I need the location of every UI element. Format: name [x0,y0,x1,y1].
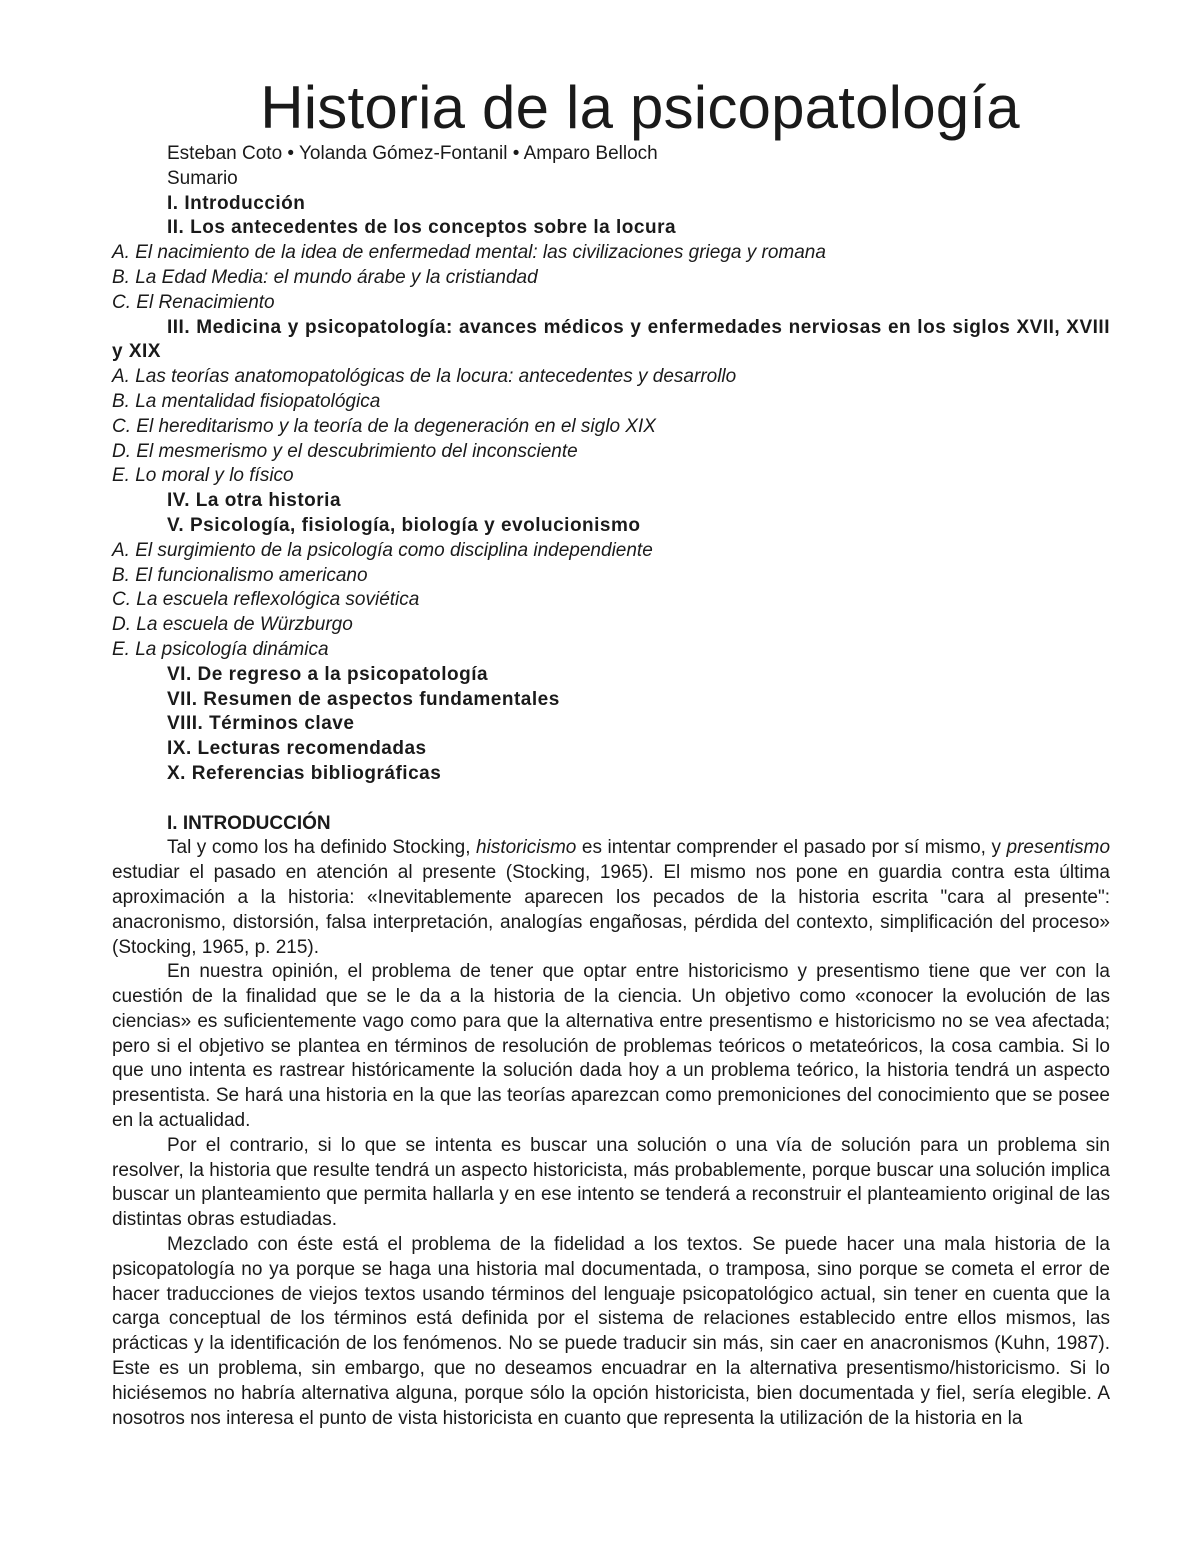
toc-subsection: A. Las teorías anatomopatológicas de la locura: antecedentes y desarrollo [112,366,737,388]
toc-section: II. Los antecedentes de los conceptos sobre la locura [167,217,677,239]
authors: Esteban Coto • Yolanda Gómez-Fontanil • Amparo Belloch [167,143,658,164]
toc-section: III. Medicina y psicopatología: avances médicos y enfermedades nerviosas en los siglos XVII, XVIII y XIX [112,316,1110,363]
paragraph-text: es intentar comprender el pasado por sí mismo, y [581,837,1001,859]
page-title: Historia de la psicopatología [260,74,1020,141]
paragraph [112,836,1110,960]
summary-label: Sumario [167,167,238,189]
toc-subsection: C. El Renacimiento [112,291,275,313]
toc-subsection: C. La escuela reflexológica soviética [112,589,420,611]
section-heading: I. INTRODUCCIÓN [167,812,331,834]
toc-subsection: E. La psicología dinámica [112,638,329,660]
toc-subsection: A. El surgimiento de la psicología como disciplina independiente [112,539,653,561]
paragraph: Mezclado con éste está el problema de la fidelidad a los textos. Se puede hacer una mala historia de la psicopatología no ya porque se haga una historia mal documentada, o tramposa, sino porque se cometa el error de hacer traducciones de viejos textos usando términos del lenguaje psicopatológico actual, sin tener en cuenta que la carga conceptual de los términos está definida por el sistema de relaciones establecido entre ellos mismos, las prácticas y la identificación de los fenómenos. No se puede traducir sin más, sin caer en anacronismos (Kuhn, 1987). Este es un problema, sin embargo, que no deseamos encuadrar en la alternativa presentismo/historicismo. Si lo hiciésemos no habría alternativa alguna, porque sólo la opción historicista, bien documentada y fiel, sería elegible. A nosotros nos interesa el punto de vista historicista en cuanto que representa la utilización de la historia en la [112,1234,1110,1429]
paragraph-text: Tal y como los ha definido Stocking, [167,837,471,859]
toc-section: VI. De regreso a la psicopatología [167,663,489,685]
paragraph-text: estudiar el pasado en atención al presente (Stocking, 1965). El mismo nos pone en guardia contra esta última aproximación a la historia: «Inevitablemente aparecen los pecados de la historia escrita "cara al presente": anacronismo, distorsión, falsa interpretación, analogías engañosas, pérdida del contexto, simplificación del proceso» (Stocking, 1965, p. 215). [112,862,1110,958]
document-body [112,142,1110,1431]
toc-subsection: B. El funcionalismo americano [112,564,368,586]
blank-line [112,787,1110,812]
toc-section: I. Introducción [167,192,306,214]
toc-subsection: E. Lo moral y lo físico [112,465,294,487]
term-emphasis: presentismo [1006,837,1111,859]
toc-section: V. Psicología, fisiología, biología y evolucionismo [167,514,641,536]
toc-section: VII. Resumen de aspectos fundamentales [167,688,560,710]
term-emphasis: historicismo [476,837,577,859]
toc-section: IV. La otra historia [167,490,342,512]
paragraph: Por el contrario, si lo que se intenta es buscar una solución o una vía de solución para un problema sin resolver, la historia que resulte tendrá un aspecto historicista, más probablemente, porque buscar una solución implica buscar un planteamiento que permita hallarla y en ese intento se tenderá a reconstruir el planteamiento original de las distintas obras estudiadas. [112,1134,1110,1231]
toc-subsection: C. El hereditarismo y la teoría de la degeneración en el siglo XIX [112,415,656,437]
toc-section: IX. Lecturas recomendadas [167,738,427,760]
toc-subsection: D. La escuela de Würzburgo [112,614,353,636]
toc-section: VIII. Términos clave [167,713,355,735]
toc-subsection: A. El nacimiento de la idea de enfermedad mental: las civilizaciones griega y romana [112,242,826,264]
toc-subsection: D. El mesmerismo y el descubrimiento del inconsciente [112,440,578,462]
toc-subsection: B. La mentalidad fisiopatológica [112,390,381,412]
toc-section: X. Referencias bibliográficas [167,762,442,784]
toc-subsection: B. La Edad Media: el mundo árabe y la cristiandad [112,266,538,288]
paragraph: En nuestra opinión, el problema de tener que optar entre historicismo y presentismo tiene que ver con la cuestión de la finalidad que se le da a la historia de la ciencia. Un objetivo como «conocer la evolución de las ciencias» es suficientemente vago como para que la alternativa entre presentismo e historicismo no se vea afectada; pero si el objetivo se plantea en términos de resolución de problemas teóricos o metateóricos, la cosa cambia. Si lo que uno intenta es rastrear históricamente la solución dada hoy a un problema teórico, la historia tendrá un aspecto presentista. Se hará una historia en la que las teorías aparezcan como premoniciones del conocimiento que se posee en la actualidad. [112,961,1110,1132]
